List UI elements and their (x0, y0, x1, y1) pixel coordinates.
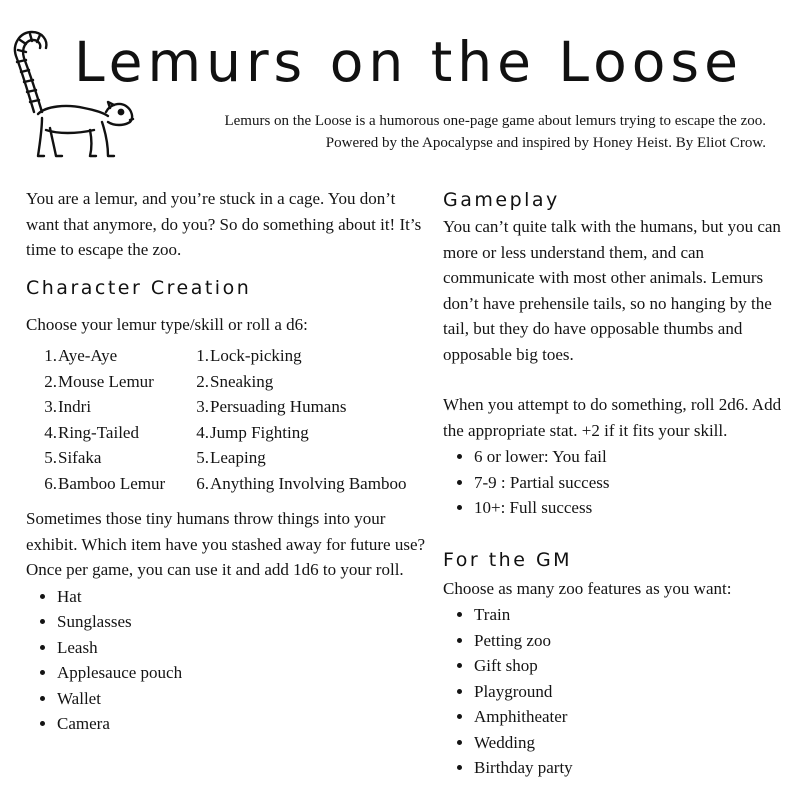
gameplay-paragraph: You can’t quite talk with the humans, but you can more or less understand them, and can communicate with most other animals. Lemurs don’t have prehensile tails, so no hanging by the tail, but they do have opposable thumbs and opposable big toes. (443, 217, 781, 364)
list-item: 4. Jump Fighting (196, 422, 309, 442)
list-item: • Train (474, 602, 788, 628)
lemur-type-skill-table (40, 343, 426, 496)
list-item: • Petting zoo (474, 628, 788, 654)
list-item: • 6 or lower: You fail (474, 444, 788, 470)
right-column (443, 186, 788, 781)
zoo-features-list (443, 602, 788, 781)
intro-line-2: Powered by the Apocalypse and inspired by Honey Heist. By Eliot Crow. (325, 135, 766, 151)
game-title: Lemurs on the Loose (74, 30, 743, 94)
intro-line-1: Lemurs on the Loose is a humorous one-page game about lemurs trying to escape the zoo. (224, 113, 766, 129)
list-item: • Camera (57, 711, 426, 737)
items-paragraph: Sometimes those tiny humans throw things into your exhibit. Which item have you stashed away for future use? Once per game, you can use it and add 1d6 to your roll. (26, 509, 426, 579)
list-item: • Applesauce pouch (57, 660, 426, 686)
list-item: 1. Aye-Aye (44, 346, 118, 365)
list-item: • Wallet (57, 686, 426, 712)
list-item: • 7-9 : Partial success (474, 470, 788, 496)
list-item: 5. Leaping (196, 448, 266, 467)
setup-paragraph: You are a lemur, and you’re stuck in a cage. You don’t want that anymore, do you? So do something about it! It’s time to escape the zoo. (26, 189, 422, 259)
character-creation-heading: Character Creation (26, 276, 252, 299)
list-item: 3. Indri (44, 397, 92, 416)
list-item: • Birthday party (474, 755, 788, 781)
character-creation-prompt: Choose your lemur type/skill or roll a d6: (26, 314, 308, 334)
list-item: 5. Sifaka (44, 448, 102, 467)
list-item: • Hat (57, 584, 426, 610)
list-item: 4. Ring-Tailed (44, 422, 139, 442)
gameplay-heading: Gameplay (443, 189, 560, 211)
list-item: • Wedding (474, 730, 788, 756)
stashed-items-list (26, 584, 426, 737)
lemur-skill-list (192, 343, 406, 496)
list-item: • Leash (57, 635, 426, 661)
list-item: • Sunglasses (57, 609, 426, 635)
left-column (26, 186, 426, 737)
gm-prompt: Choose as many zoo features as you want: (443, 578, 732, 598)
list-item: 2. Mouse Lemur (44, 371, 154, 391)
list-item: 1. Lock-picking (196, 346, 302, 365)
list-item: • Amphitheater (474, 704, 788, 730)
roll-paragraph: When you attempt to do something, roll 2d6. Add the appropriate stat. +2 if it fits your skill. (443, 395, 782, 440)
list-item: 6. Anything Involving Bamboo (196, 473, 407, 493)
list-item: • 10+: Full success (474, 495, 788, 521)
list-item: 2. Sneaking (196, 371, 274, 391)
list-item: 3. Persuading Humans (196, 397, 347, 416)
list-item: • Playground (474, 679, 788, 705)
game-intro (166, 110, 766, 154)
lemur-type-list (40, 343, 192, 496)
list-item: 6. Bamboo Lemur (44, 473, 166, 493)
roll-outcomes-list (443, 444, 788, 521)
list-item: • Gift shop (474, 653, 788, 679)
gm-heading: For the GM (443, 548, 573, 571)
